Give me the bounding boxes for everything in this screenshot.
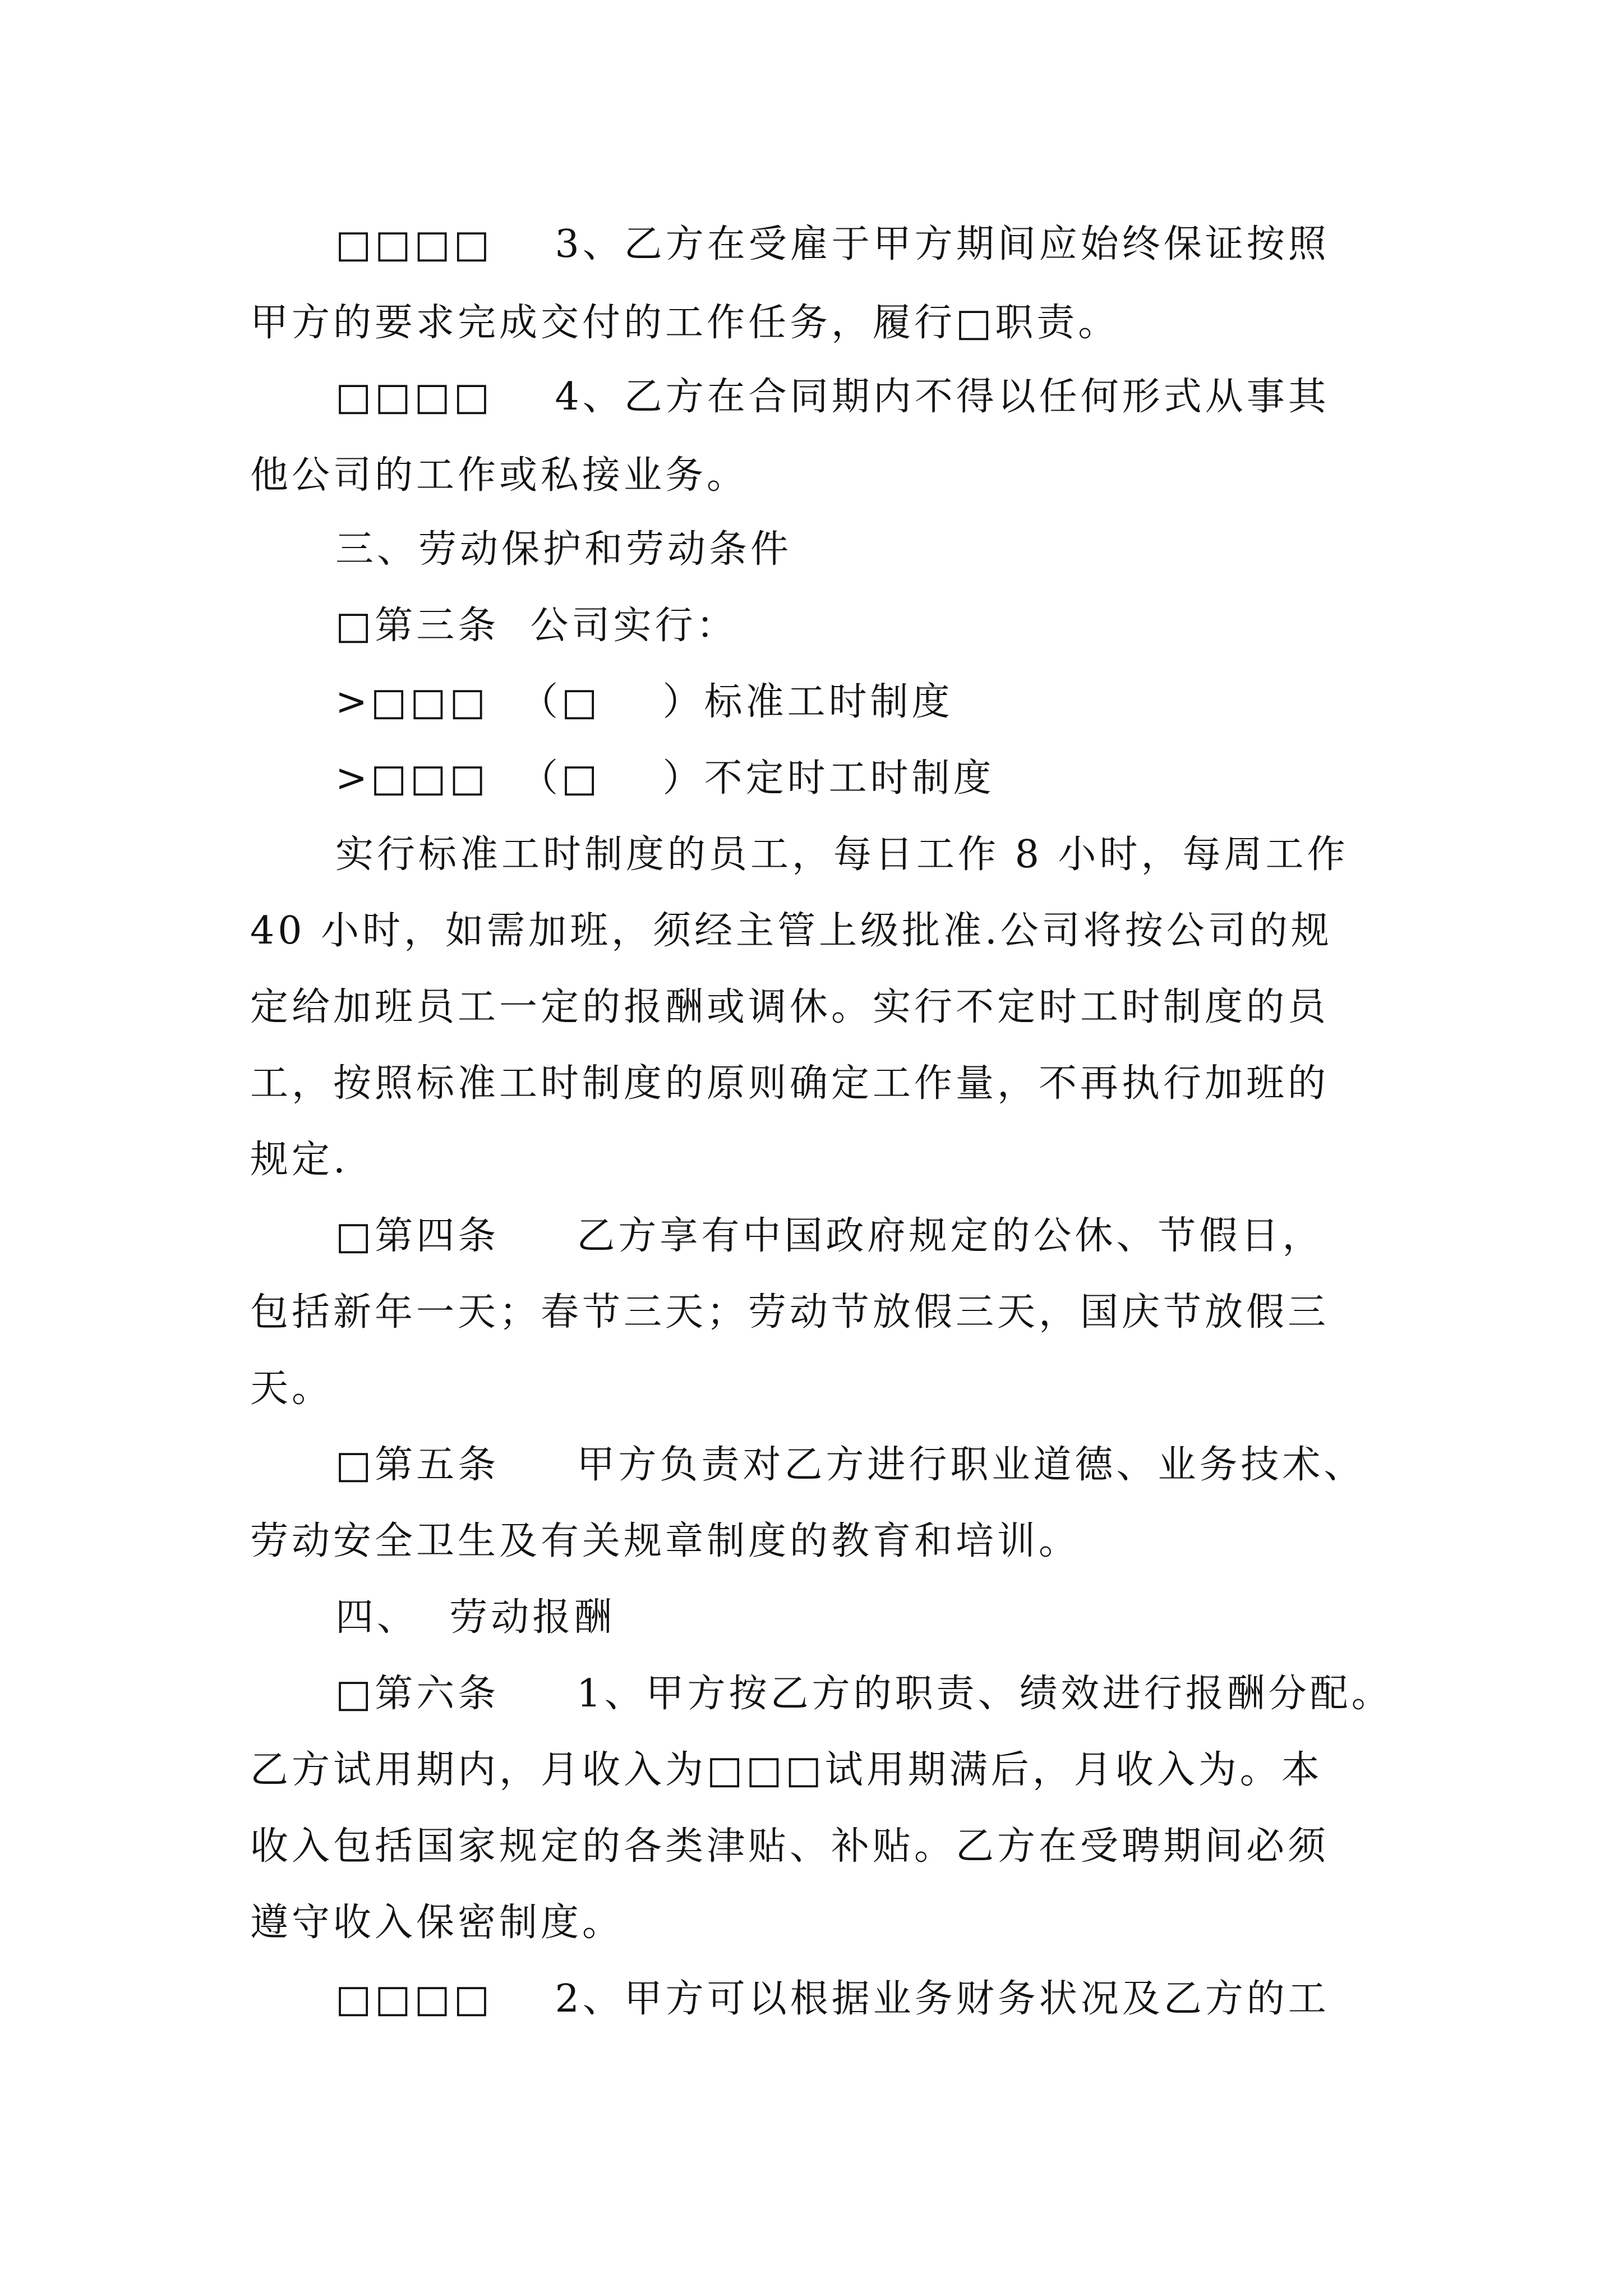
text-line: 他公司的工作或私接业务。 (250, 453, 749, 498)
text-line: 定给加班员工一定的报酬或调休。实行不定时工时制度的员 (250, 985, 1330, 1029)
text-line: □□□□ 3、乙方在受雇于甲方期间应始终保证按照 (335, 222, 1330, 266)
text-line: 遵守收入保密制度。 (250, 1901, 624, 1945)
text-line: 甲方的要求完成交付的工作任务，履行□职责。 (250, 301, 1120, 345)
text-line: 工，按照标准工时制度的原则确定工作量，不再执行加班的 (250, 1061, 1330, 1106)
text-line: □第四条 乙方享有中国政府规定的公休、节假日， (335, 1214, 1324, 1258)
text-line: 乙方试用期内，月收入为□□□试用期满后，月收入为。本 (250, 1748, 1323, 1792)
text-line: >□□□ （□ ）标准工时制度 (335, 680, 953, 724)
text-line: □第六条 1、甲方按乙方的职责、绩效进行报酬分配。 (335, 1672, 1393, 1716)
section-heading: 四、 劳动报酬 (335, 1595, 616, 1640)
text-line: □第五条 甲方负责对乙方进行职业道德、业务技术、 (335, 1443, 1366, 1487)
text-line: 收入包括国家规定的各类津贴、补贴。乙方在受聘期间必须 (250, 1824, 1330, 1869)
text-line: >□□□ （□ ）不定时工时制度 (335, 756, 995, 800)
text-line: 40 小时，如需加班，须经主管上级批准.公司将按公司的规 (250, 909, 1332, 953)
text-line: 包括新年一天；春节三天；劳动节放假三天，国庆节放假三 (250, 1290, 1330, 1335)
text-line: 天。 (250, 1366, 334, 1411)
text-line: 劳动安全卫生及有关规章制度的教育和培训。 (250, 1519, 1081, 1563)
text-line: □□□□ 2、甲方可以根据业务财务状况及乙方的工 (335, 1977, 1330, 2021)
text-line: □□□□ 4、乙方在合同期内不得以任何形式从事其 (335, 375, 1330, 419)
section-heading: 三、劳动保护和劳动条件 (335, 527, 792, 572)
text-line: 实行标准工时制度的员工，每日工作 8 小时，每周工作 (335, 832, 1349, 877)
text-line: 规定. (250, 1138, 349, 1182)
text-line: □第三条 公司实行： (335, 604, 738, 648)
